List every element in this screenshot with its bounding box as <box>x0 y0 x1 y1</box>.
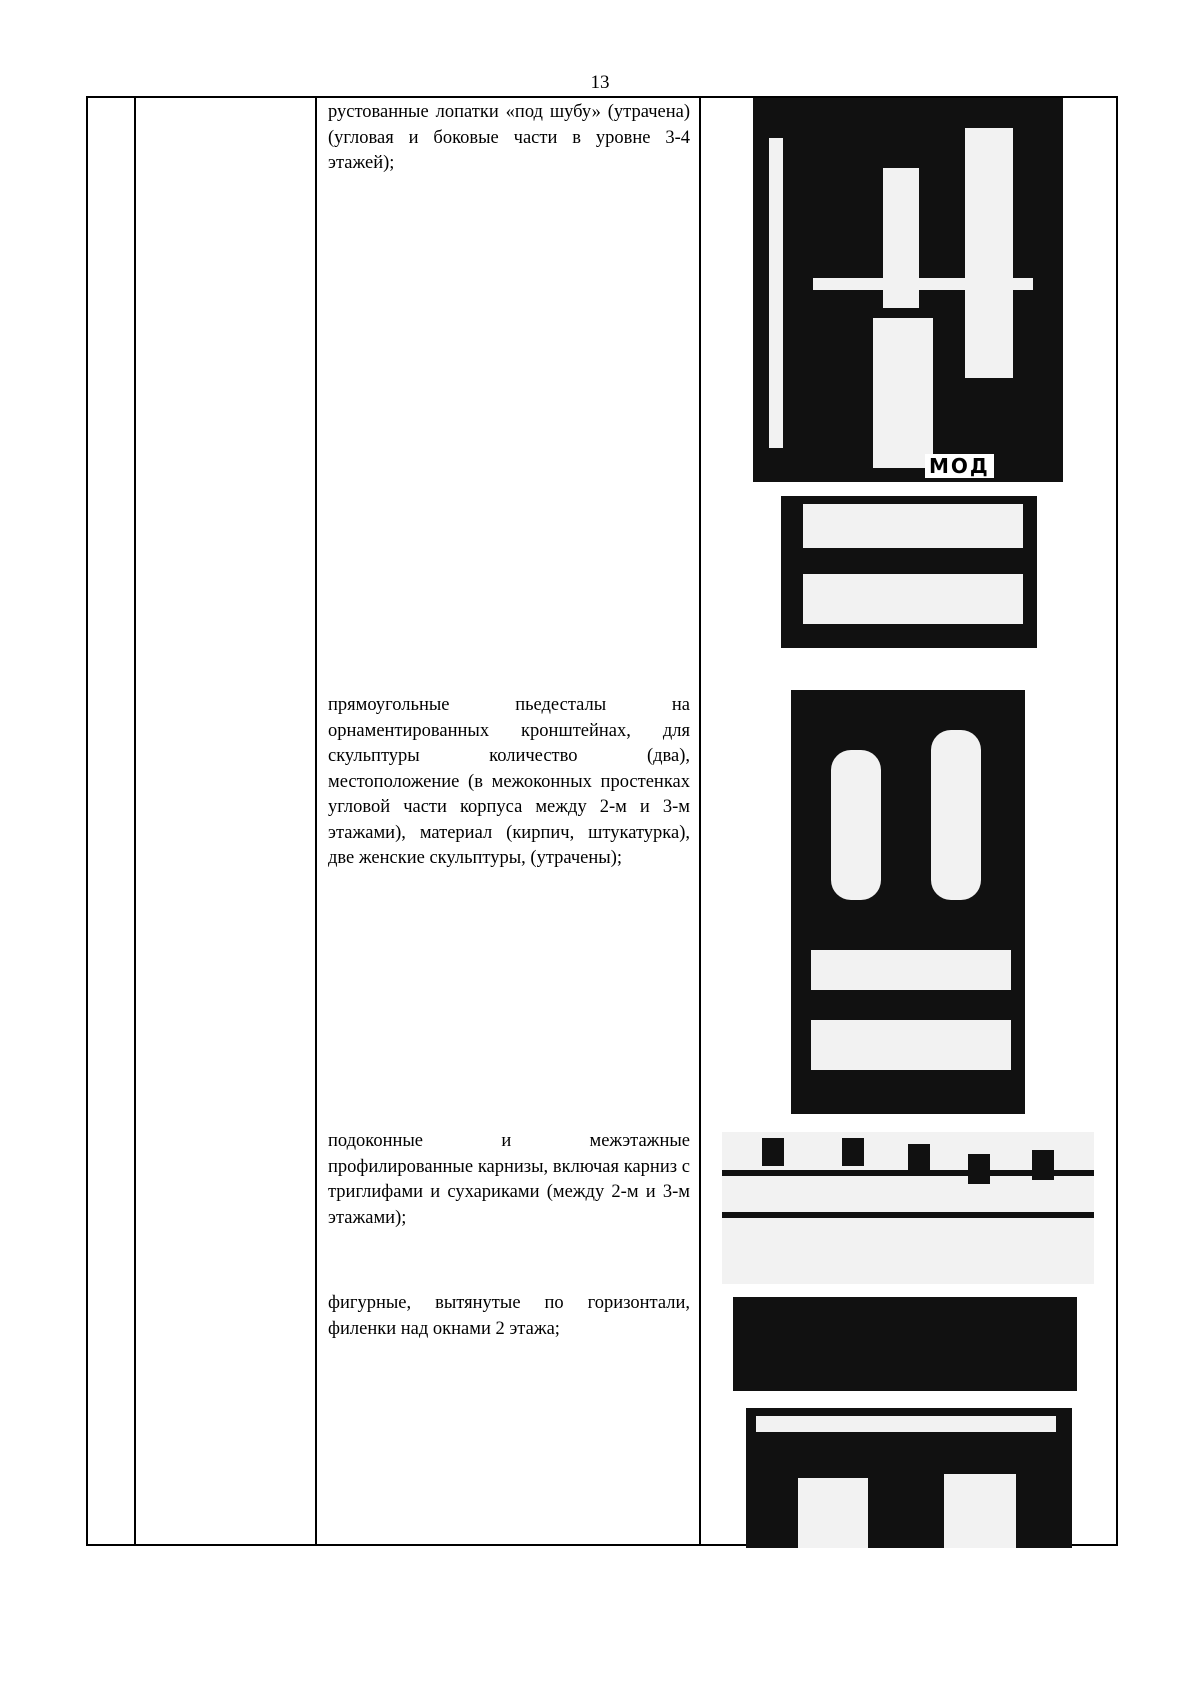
element-description: фигурные, вытянутые по горизонтали, филенки над окнами 2 этажа; <box>328 1293 690 1339</box>
column-divider-3 <box>699 98 701 1544</box>
rusticated-pilaster-detail-photo <box>781 496 1037 648</box>
element-description: рустованные лопатки «под шубу» (утрачена) (угловая и боковые части в уровне 3-4 этажей); <box>328 102 690 173</box>
page-number: 13 <box>590 72 610 93</box>
cornices-facade-photo <box>722 1132 1094 1284</box>
window-panels-photo <box>746 1408 1072 1548</box>
element-description: прямоугольные пьедесталы на орнаментированных кронштейнах, для скульптуры количество (два), местоположение (в межоконных простенках угловой части корпуса между 2-м и 3-м этажами), материал (кирпич, штукатурка), две женские скульптуры, (утрачены); <box>328 695 690 868</box>
column-divider-2 <box>315 98 317 1544</box>
column-divider-1 <box>134 98 136 1544</box>
element-description: подоконные и межэтажные профилированные карнизы, включая карниз с триглифами и сухариками (между 2-м и 3-м этажами); <box>328 1131 690 1228</box>
shop-sign-text: МОД <box>925 454 994 478</box>
facade-corner-photo <box>753 98 1063 482</box>
heritage-elements-table <box>86 96 1118 1546</box>
sculpture-pedestals-photo <box>791 690 1025 1114</box>
panel-dark-photo <box>733 1297 1077 1391</box>
